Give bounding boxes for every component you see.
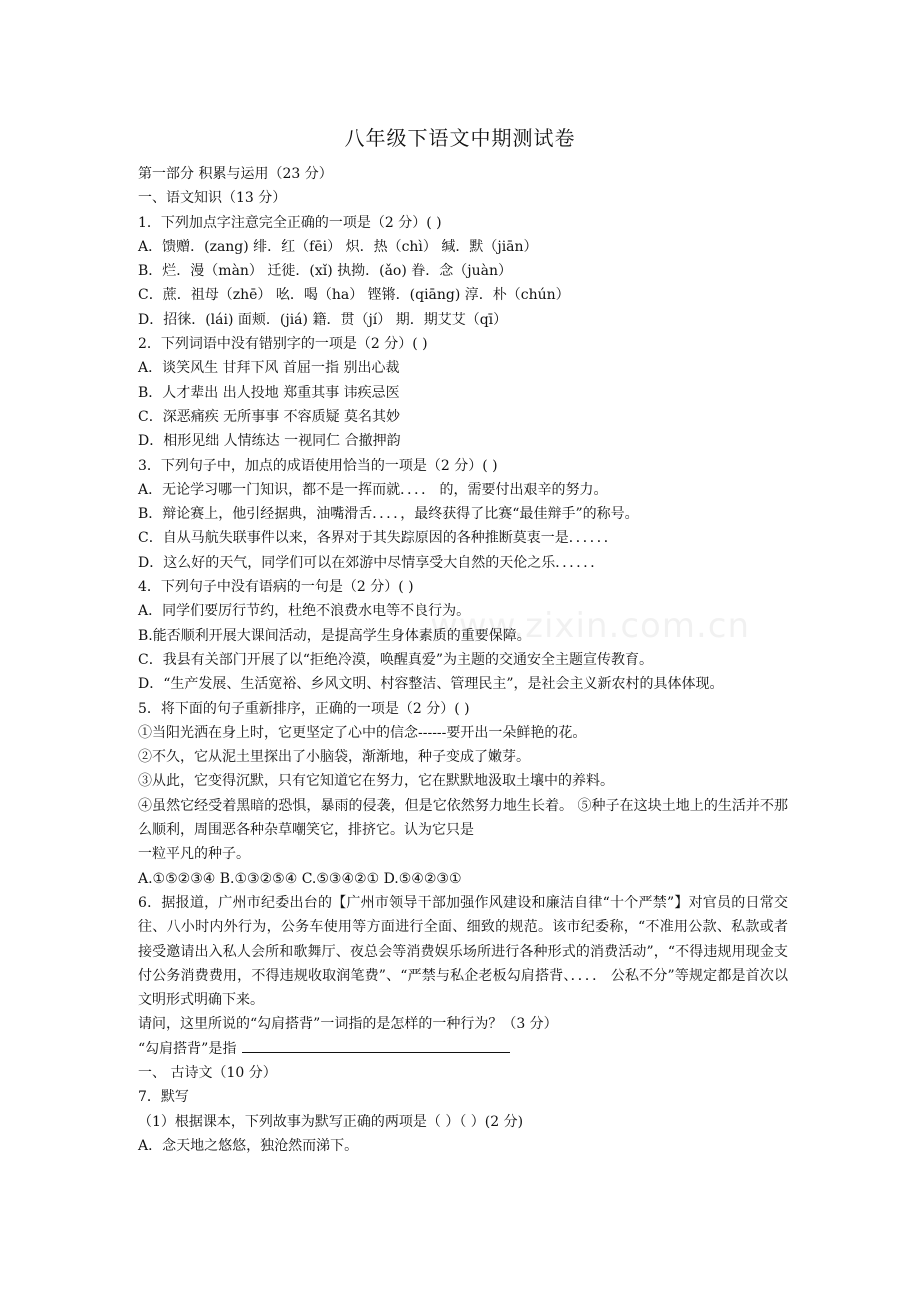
- document-body: [138, 162, 788, 1158]
- question-5-sentence-4-5: ④虽然它经受着黑暗的恐惧，暴雨的侵袭，但是它依然努力地生长着。 ⑤种子在这块土地上的生活并不那么顺利，周围恶各种杂草嘲笑它，排挤它。认为它只是: [138, 797, 788, 839]
- question-1-stem: 1．下列加点字注意完全正确的一项是（2 分）( ): [138, 214, 442, 231]
- question-3-option-d: D．这么好的天气，同学们可以在郊游中尽情享受大自然的天伦之乐．．．．．．: [138, 554, 605, 571]
- question-7-stem: 7．默写: [138, 1089, 189, 1106]
- question-2-stem: 2．下列词语中没有错别字的一项是（2 分）( ): [138, 336, 428, 353]
- page-title: 八年级下语文中期测试卷: [344, 126, 576, 150]
- section-heading: 一、语文知识（13 分）: [138, 190, 287, 207]
- question-1-option-a: A．馈赠．(zang) 绯．红（fēi） 炽．热（chì） 缄．默（jiān）: [138, 238, 538, 255]
- question-7-option-a: A．念天地之悠悠，独沧然而涕下。: [138, 1137, 359, 1154]
- question-6-answer-label: “勾肩搭背”是指: [138, 1040, 237, 1057]
- section-heading-2: 一、 古诗文（10 分）: [138, 1064, 277, 1081]
- question-1-option-c: C．蔗．祖母（zhē） 吆．喝（ha） 铿锵．(qiāng) 淳．朴（chún）: [138, 287, 570, 304]
- question-5-sentence-1: ①当阳光洒在身上时，它更坚定了心中的信念------要开出一朵鲜艳的花。: [138, 724, 587, 741]
- question-2-option-b: B．人才辈出 出人投地 郑重其事 讳疾忌医: [138, 384, 400, 401]
- question-4-option-d: D．“生产发展、生活宽裕、乡风文明、村容整洁、管理民主”，是社会主义新农村的具体体现。: [138, 676, 724, 693]
- question-7-sub-1: （1）根据课本，下列故事为默写正确的两项是（ ）（ ）(2 分): [138, 1113, 524, 1130]
- answer-blank[interactable]: [242, 1038, 510, 1053]
- question-4-stem: 4．下列句子中没有语病的一句是（2 分）( ): [138, 579, 414, 596]
- question-3-stem: 3．下列句子中，加点的成语使用恰当的一项是（2 分）( ): [138, 457, 498, 474]
- question-3-option-a: A．无论学习哪一门知识，都不是一挥而就．．．． 的，需要付出艰辛的努力。: [138, 481, 608, 498]
- question-5-stem: 5．将下面的句子重新排序，正确的一项是（2 分）( ): [138, 700, 470, 717]
- question-5-sentence-3: ③从此，它变得沉默，只有它知道它在努力，它在默默地汲取土壤中的养料。: [138, 773, 614, 790]
- question-4-option-a: A．同学们要厉行节约，杜绝不浪费水电等不良行为。: [138, 603, 471, 620]
- question-6-ask: 请问，这里所说的“勾肩搭背”一词指的是怎样的一种行为？（3 分）: [138, 1016, 558, 1033]
- question-5-options: A.①⑤②③④ B.①③②⑤④ C.⑤③④②① D.⑤④②③①: [138, 870, 462, 887]
- question-3-option-c: C．自从马航失联事件以来，各界对于其失踪原因的各种推断莫衷一是．．．．．．: [138, 530, 618, 547]
- question-1-option-b: B．烂．漫（màn） 迁徙．(xǐ) 执拗．(ǎo) 眷．念（juàn）: [138, 263, 512, 280]
- watermark-text: www.zixin.com.cn: [430, 606, 750, 646]
- part-heading: 第一部分 积累与运用（23 分）: [138, 166, 333, 182]
- question-2-option-c: C．深恶痛疾 无所事事 不容质疑 莫名其妙: [138, 408, 401, 425]
- question-4-option-b: B.能否顺利开展大课间活动，是提高学生身体素质的重要保障。: [138, 627, 531, 644]
- question-6-stem: 6．据报道，广州市纪委出台的【广州市领导干部加强作风建设和廉洁自律“十个严禁”】对官员的日常交往、八小时内外行为，公务车使用等方面进行全面、细致的规范。该市纪委称，“不准用公款、私款或者接受邀请出入私人会所和歌舞厅、夜总会等消费娱乐场所进行各种形式的消费活动”，“不得违规用现金支付公务消费费用，不得违规收取润笔费”、“严禁与私企老板勾肩搭背、．．．． 公私不分”等规定都是首次以文明形式明确下来。: [138, 894, 788, 1009]
- question-1-option-d: D．招徕．(lái) 面颊．(jiá) 籍．贯（jí） 期．期艾艾（qī）: [138, 311, 508, 328]
- question-5-sentence-2: ②不久，它从泥土里探出了小脑袋，渐渐地，种子变成了嫩芽。: [138, 749, 530, 766]
- question-6-answer-row: [138, 1037, 788, 1061]
- question-2-option-d: D．相形见绌 人情练达 一视同仁 合撤押韵: [138, 433, 401, 450]
- question-3-option-b: B．辩论赛上，他引经据典，油嘴滑舌．．．．，最终获得了比赛“最佳辩手”的称号。: [138, 506, 639, 523]
- question-4-option-c: C．我县有关部门开展了以“拒绝冷漠，唤醒真爱”为主题的交通安全主题宣传教育。: [138, 651, 654, 668]
- question-2-option-a: A．谈笑风生 甘拜下风 首屈一指 别出心裁: [138, 360, 400, 377]
- question-5-sentence-5-end: 一粒平凡的种子。: [138, 846, 250, 863]
